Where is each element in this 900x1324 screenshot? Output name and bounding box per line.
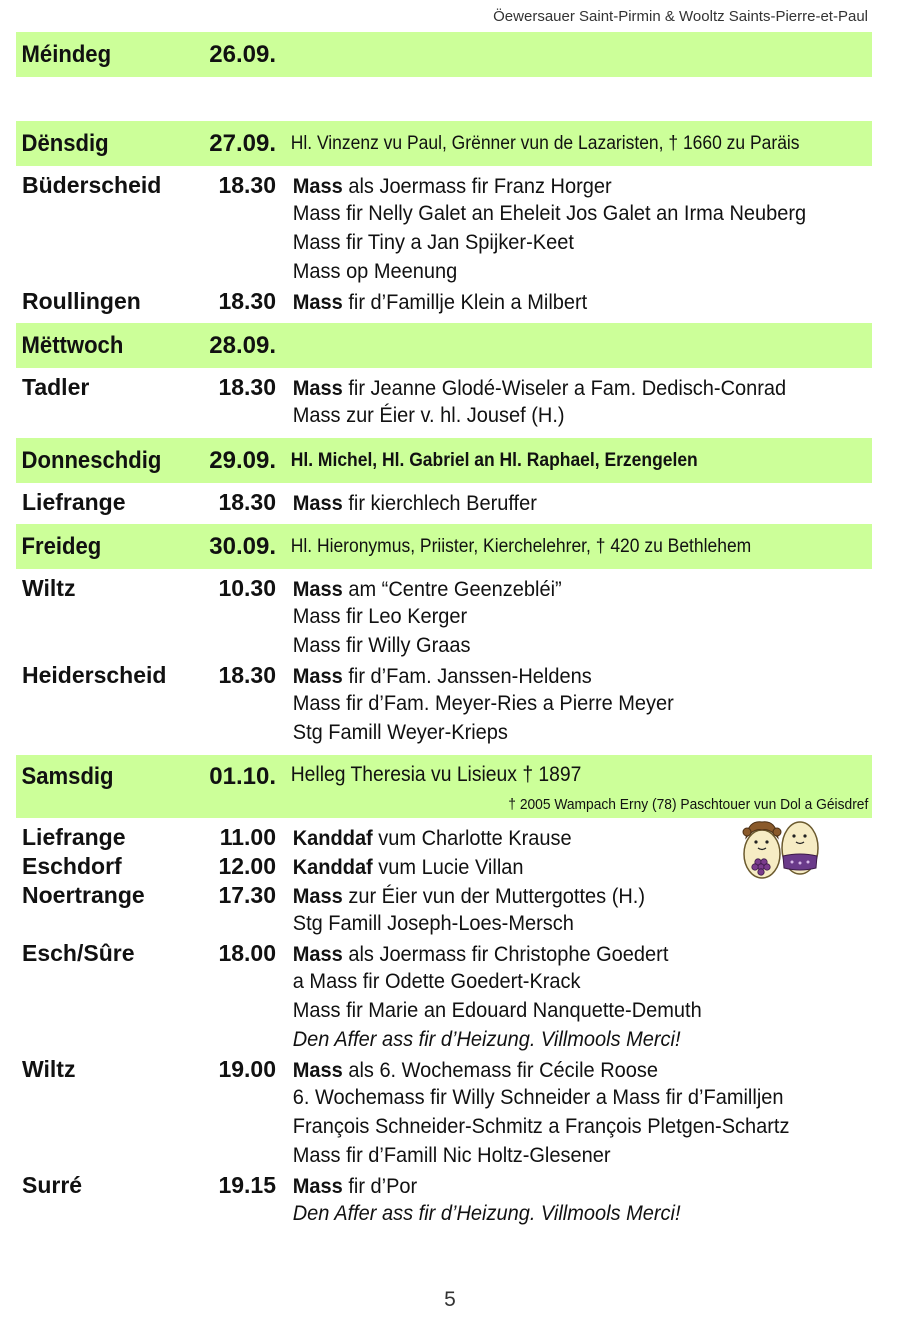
entry-rest: Mass fir Marie an Edouard Nanquette-Demuth [292, 998, 702, 1022]
day-saint: Hl. Michel, Hl. Gabriel an Hl. Raphael, Erzengelen [290, 449, 698, 471]
schedule-row [16, 1085, 872, 1114]
place: Esch/Sûre [22, 940, 135, 966]
time: 10.30 [218, 575, 276, 601]
entry-rest: Mass fir Willy Graas [292, 633, 471, 657]
entry-lead: Mass [292, 884, 343, 908]
schedule-row [16, 201, 872, 230]
day-date: 27.09. [209, 129, 276, 157]
entry-rest: Mass op Meenung [292, 259, 458, 283]
entry-text [276, 664, 592, 689]
time: 18.30 [218, 662, 276, 688]
time: 17.30 [218, 882, 276, 908]
time: 12.00 [218, 853, 276, 879]
entry-text [276, 884, 645, 909]
entry-lead: Mass [292, 577, 343, 601]
entry-text [276, 230, 574, 255]
day-bar-densdig [16, 121, 872, 166]
entry-text [276, 998, 702, 1023]
place: Wiltz [22, 1056, 76, 1082]
entry-rest: Mass zur Éier v. hl. Jousef (H.) [292, 403, 565, 427]
time: 18.30 [218, 172, 276, 198]
entry-lead: Mass [292, 491, 343, 515]
day-name: Donneschdig [21, 446, 162, 474]
entry-text [276, 1201, 681, 1226]
girl-figure-icon [743, 822, 781, 878]
mass-schedule [16, 32, 872, 1236]
day-date: 28.09. [209, 331, 276, 359]
entry-text [276, 376, 786, 401]
entry-rest: Mass fir Tiny a Jan Spijker-Keet [292, 230, 574, 254]
place: Eschdorf [22, 853, 122, 879]
day-name: Mëttwoch [21, 331, 124, 359]
entry-rest: fir d’Fam. Janssen-Heldens [342, 664, 592, 688]
entry-lead: Kanddaf [292, 826, 373, 850]
entry-rest: Mass fir d’Fam. Meyer-Ries a Pierre Meyer [292, 691, 674, 715]
schedule-row [16, 172, 872, 201]
boy-figure-icon [782, 822, 818, 874]
schedule-row [16, 604, 872, 633]
time: 11.00 [219, 824, 276, 850]
entry-rest: fir d’Por [342, 1174, 418, 1198]
entry-text [276, 1114, 789, 1139]
entry-lead: Mass [292, 664, 343, 688]
schedule-row [16, 662, 872, 691]
entry-rest: zur Éier vun der Muttergottes (H.) [342, 884, 646, 908]
entry-lead: Kanddaf [292, 855, 373, 879]
schedule-row [16, 230, 872, 259]
schedule-row [16, 1027, 872, 1056]
entry-rest: Den Affer ass fir d’Heizung. Villmools Merci! [292, 1201, 681, 1225]
entry-rest: Mass fir Nelly Galet an Eheleit Jos Galet an Irma Neuberg [292, 201, 807, 225]
entry-rest: Stg Famill Joseph-Loes-Mersch [292, 911, 574, 935]
schedule-row [16, 1056, 872, 1085]
entry-rest: 6. Wochemass fir Willy Schneider a Mass fir d’Familljen [292, 1085, 784, 1109]
page-header: Öewersauer Saint-Pirmin & Wooltz Saints-Pierre-et-Paul [493, 8, 868, 25]
day-entries [16, 483, 872, 524]
schedule-row [16, 489, 872, 518]
place: Büderscheid [22, 172, 162, 198]
day-name: Méindeg [21, 40, 112, 68]
day-name: Dënsdig [21, 129, 109, 157]
entry-lead: Mass [292, 290, 343, 314]
place: Noertrange [22, 882, 145, 908]
day-bar-meindeg [16, 32, 872, 77]
entry-rest: als Joermass fir Franz Horger [342, 174, 612, 198]
place: Wiltz [22, 575, 76, 601]
day-saint: Helleg Theresia vu Lisieux † 1897 [290, 763, 582, 786]
time: 19.15 [218, 1172, 276, 1198]
schedule-row [16, 1114, 872, 1143]
time: 19.00 [218, 1056, 276, 1082]
entry-rest: als Joermass fir Christophe Goedert [342, 942, 669, 966]
day-entries [16, 569, 872, 755]
place: Liefrange [22, 489, 126, 515]
entry-text [276, 942, 668, 967]
entry-text [276, 290, 587, 315]
entry-text [276, 259, 457, 284]
place: Tadler [22, 374, 90, 400]
time: 18.00 [218, 940, 276, 966]
place: Heiderscheid [22, 662, 167, 688]
schedule-row [16, 633, 872, 662]
day-name: Freideg [21, 532, 102, 560]
entry-rest: am “Centre Geenzebléi” [342, 577, 562, 601]
entry-text [276, 1027, 681, 1052]
day-bar-freideg [16, 524, 872, 569]
schedule-row [16, 998, 872, 1027]
entry-rest: Mass fir Leo Kerger [292, 604, 468, 628]
day-bar-donneschdig [16, 438, 872, 483]
schedule-row [16, 940, 872, 969]
schedule-row [16, 691, 872, 720]
day-date: 01.10. [209, 763, 276, 790]
entry-rest: als 6. Wochemass fir Cécile Roose [342, 1058, 658, 1082]
entry-text [276, 1058, 658, 1083]
time: 18.30 [218, 489, 276, 515]
entry-text [276, 826, 572, 851]
entry-text [276, 403, 565, 428]
entry-rest: fir kierchlech Beruffer [342, 491, 537, 515]
entry-text [276, 577, 562, 602]
entry-text [276, 1143, 610, 1168]
schedule-row [16, 1201, 872, 1230]
place: Roullingen [22, 288, 141, 314]
entry-lead: Mass [292, 174, 343, 198]
schedule-row [16, 575, 872, 604]
entry-text [276, 720, 508, 745]
schedule-row [16, 374, 872, 403]
entry-lead: Mass [292, 1174, 343, 1198]
time: 18.30 [218, 288, 276, 314]
entry-text [276, 201, 806, 226]
schedule-row [16, 911, 872, 940]
schedule-row [16, 1172, 872, 1201]
entry-lead: Mass [292, 1058, 343, 1082]
entry-text [276, 911, 574, 936]
entry-rest: Den Affer ass fir d’Heizung. Villmools Merci! [292, 1027, 681, 1051]
time: 18.30 [218, 374, 276, 400]
page-number: 5 [444, 1288, 456, 1311]
day-entries [16, 166, 872, 323]
day-memorial-note: † 2005 Wampach Erny (78) Paschtouer vun Dol a Géisdref [507, 796, 868, 813]
day-bar-mettwoch [16, 323, 872, 368]
entry-rest: François Schneider-Schmitz a François Pletgen-Schartz [292, 1114, 790, 1138]
entry-text [276, 633, 470, 658]
day-name: Samsdig [21, 763, 114, 790]
entry-rest: Stg Famill Weyer-Krieps [292, 720, 508, 744]
day-date: 30.09. [209, 532, 276, 560]
day-entries [16, 368, 872, 438]
entry-rest: vum Lucie Villan [372, 855, 524, 879]
entry-text [276, 174, 612, 199]
entry-rest: vum Charlotte Krause [372, 826, 572, 850]
entry-text [276, 604, 467, 629]
schedule-row [16, 288, 872, 317]
day-saint: Hl. Hieronymus, Priister, Kierchelehrer, † 420 zu Bethlehem [290, 535, 752, 557]
day-date: 26.09. [209, 40, 276, 68]
schedule-row [16, 403, 872, 432]
day-date: 29.09. [209, 446, 276, 474]
entry-text [276, 855, 524, 880]
schedule-row [16, 882, 872, 911]
entry-text [276, 1085, 784, 1110]
entry-text [276, 969, 581, 994]
place: Surré [22, 1172, 83, 1198]
entry-text [276, 1174, 417, 1199]
entry-rest: a Mass fir Odette Goedert-Krack [292, 969, 581, 993]
schedule-row [16, 1143, 872, 1172]
entry-rest: Mass fir d’Famill Nic Holtz-Glesener [292, 1143, 611, 1167]
schedule-row [16, 969, 872, 998]
schedule-row [16, 720, 872, 749]
couple-cartoon-icon [740, 808, 822, 880]
day-entries [16, 818, 872, 1236]
entry-lead: Mass [292, 376, 343, 400]
entry-text [276, 491, 537, 516]
entry-rest: fir Jeanne Glodé-Wiseler a Fam. Dedisch-Conrad [342, 376, 787, 400]
place: Liefrange [22, 824, 126, 850]
entry-lead: Mass [292, 942, 343, 966]
entry-rest: fir d’Famillje Klein a Milbert [342, 290, 588, 314]
entry-text [276, 691, 674, 716]
schedule-row [16, 259, 872, 288]
day-saint: Hl. Vinzenz vu Paul, Grënner vun de Lazaristen, † 1660 zu Paräis [290, 132, 800, 154]
